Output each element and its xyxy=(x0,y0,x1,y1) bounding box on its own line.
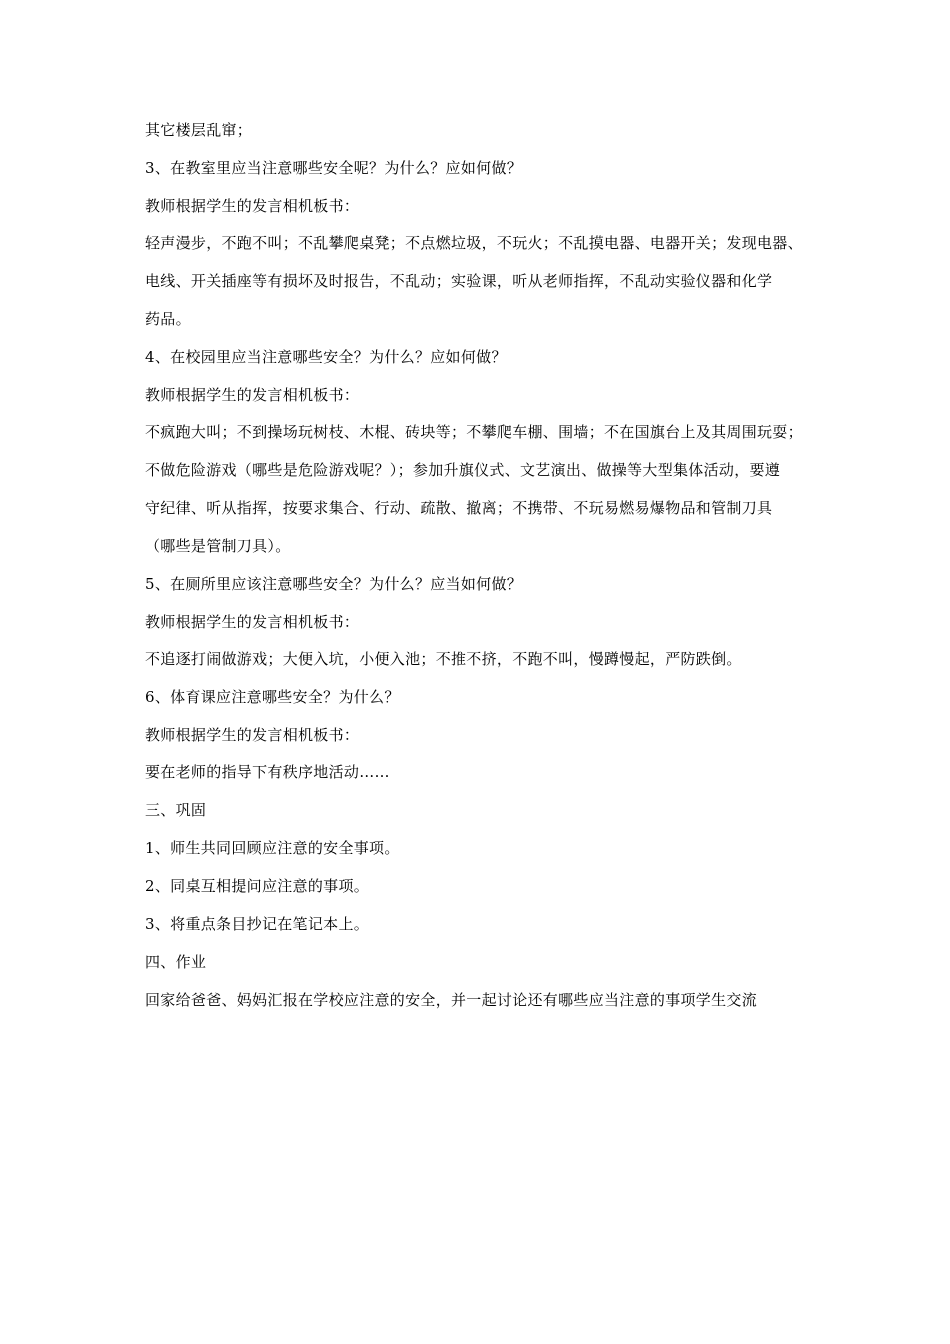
document-body xyxy=(145,121,820,1009)
text-line: 药品。 xyxy=(145,310,191,328)
text-line: 不做危险游戏（哪些是危险游戏呢？）；参加升旗仪式、文艺演出、做操等大型集体活动，要遵 xyxy=(145,461,781,479)
question-heading: 4、在校园里应当注意哪些安全？为什么？应如何做？ xyxy=(145,348,507,366)
text-line: 要在老师的指导下有秩序地活动…… xyxy=(145,763,390,781)
section-heading: 三、巩固 xyxy=(145,801,207,819)
question-heading: 5、在厕所里应该注意哪些安全？为什么？应当如何做？ xyxy=(145,575,523,593)
question-heading: 3、在教室里应当注意哪些安全呢？为什么？应如何做？ xyxy=(145,159,523,177)
text-line: 教师根据学生的发言相机板书： xyxy=(145,386,360,404)
list-item: 1、师生共同回顾应注意的安全事项。 xyxy=(145,839,400,857)
list-item: 2、同桌互相提问应注意的事项。 xyxy=(145,877,370,895)
text-line: 教师根据学生的发言相机板书： xyxy=(145,613,360,631)
text-line: 教师根据学生的发言相机板书： xyxy=(145,726,360,744)
question-heading: 6、体育课应注意哪些安全？为什么？ xyxy=(145,688,400,706)
text-line: 守纪律、听从指挥，按要求集合、行动、疏散、撤离；不携带、不玩易燃易爆物品和管制刀具 xyxy=(145,499,773,517)
section-heading: 四、作业 xyxy=(145,953,207,971)
text-line: 电线、开关插座等有损坏及时报告，不乱动；实验课，听从老师指挥，不乱动实验仪器和化学 xyxy=(145,272,773,290)
text-line: （哪些是管制刀具）。 xyxy=(145,537,291,555)
text-line: 不追逐打闹做游戏；大便入坑，小便入池；不推不挤，不跑不叫，慢蹲慢起，严防跌倒。 xyxy=(145,650,742,668)
text-line: 不疯跑大叫；不到操场玩树枝、木棍、砖块等；不攀爬车棚、围墙；不在国旗台上及其周围玩耍； xyxy=(145,423,803,441)
text-line: 其它楼层乱窜； xyxy=(145,121,253,139)
list-item: 3、将重点条目抄记在笔记本上。 xyxy=(145,915,370,933)
text-line: 轻声漫步，不跑不叫；不乱攀爬桌凳；不点燃垃圾，不玩火；不乱摸电器、电器开关；发现电器、 xyxy=(145,234,803,252)
text-line: 教师根据学生的发言相机板书： xyxy=(145,197,360,215)
text-line: 回家给爸爸、妈妈汇报在学校应注意的安全，并一起讨论还有哪些应当注意的事项学生交流 xyxy=(145,991,758,1009)
